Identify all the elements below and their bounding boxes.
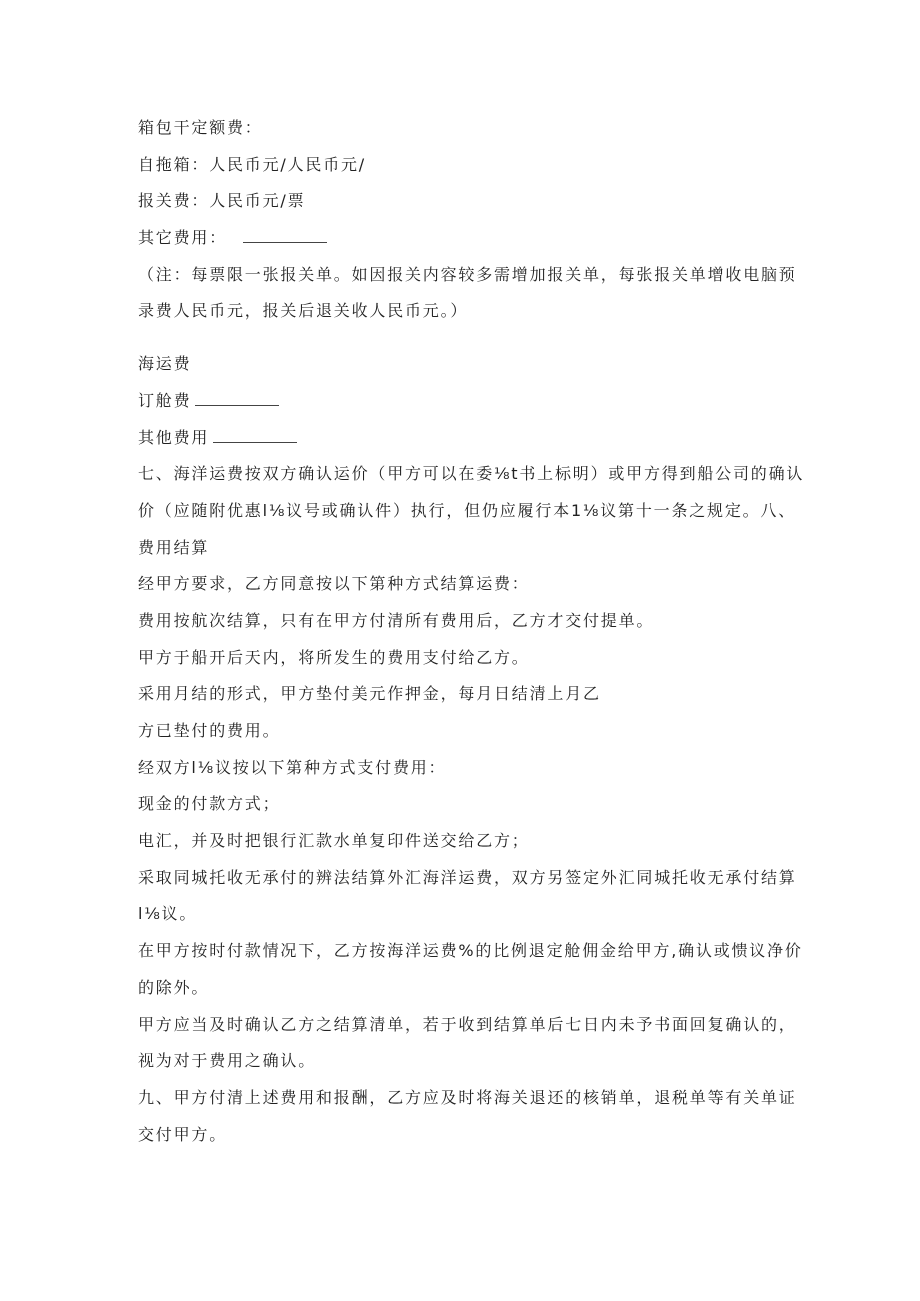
text-line: 现金的付款方式； — [138, 794, 281, 814]
text-line: 交付甲方。 — [138, 1124, 228, 1144]
text-line: 九、甲方付清上述费用和报酬，乙方应及时将海关退还的核销单，退税单等有关单证 — [138, 1087, 797, 1107]
text-line: 录费人民币元，报关后退关收人民币元。） — [138, 301, 469, 321]
text-line: 价（应随附优惠l⅛议号或确认件）执行，但仍应履行本1⅛议第十一条之规定。八、 — [138, 500, 797, 520]
text-line-label: 其他费用 — [138, 427, 210, 447]
text-line-with-blank — [138, 389, 838, 426]
text-line-label: 订舱费 — [138, 390, 192, 410]
text-line: 海运费 — [138, 354, 192, 374]
fill-in-blank — [243, 228, 327, 243]
text-line: 自拖箱：人民币元/人民币元/ — [138, 154, 366, 174]
text-line: 箱包干定额费： — [138, 118, 263, 137]
text-line-with-blank — [138, 226, 838, 263]
text-line: （注：每票限一张报关单。如因报关内容较多需增加报关单，每张报关单增收电脑预 — [138, 264, 797, 284]
text-line: 报关费：人民币元/票 — [138, 191, 306, 211]
text-line: l⅛议。 — [138, 904, 198, 924]
text-line: 采用月结的形式，甲方垫付美元作押金，每月日结清上月乙 — [138, 684, 601, 704]
fill-in-blank — [195, 391, 279, 406]
paragraph-gap — [138, 336, 838, 352]
text-line: 甲方于船开后天内，将所发生的费用支付给乙方。 — [138, 647, 530, 667]
text-line: 甲方应当及时确认乙方之结算清单，若于收到结算单后七日内未予书面回复确认的， — [138, 1014, 797, 1034]
text-line: 的除外。 — [138, 977, 210, 997]
text-line: 在甲方按时付款情况下，乙方按海洋运费%的比例退定舱佣金给甲方,确认或愦议净价 — [138, 941, 803, 961]
text-line: 方已垫付的费用。 — [138, 721, 281, 740]
text-line-with-blank — [138, 426, 838, 463]
text-line: 费用按航次结算，只有在甲方付清所有费用后，乙方才交付提单。 — [138, 610, 655, 630]
document-page — [138, 116, 838, 1159]
text-line-label: 其它费用： — [138, 228, 228, 248]
text-line: 费用结算 — [138, 537, 210, 557]
text-line: 经双方l⅛议按以下第种方式支付费用： — [138, 757, 447, 777]
text-line: 七、海洋运费按双方确认运价（甲方可以在委⅛t书上标明）或甲方得到船公司的确认 — [138, 464, 805, 484]
text-line: 采取同城托收无承付的辨法结算外汇海洋运费，双方另签定外汇同城托收无承付结算 — [138, 867, 797, 887]
text-line: 电汇，并及时把银行汇款水单复印件送交给乙方； — [138, 831, 530, 851]
text-line: 视为对于费用之确认。 — [138, 1051, 317, 1071]
text-line: 经甲方要求，乙方同意按以下第种方式结算运费： — [138, 574, 530, 594]
fill-in-blank — [213, 428, 297, 443]
